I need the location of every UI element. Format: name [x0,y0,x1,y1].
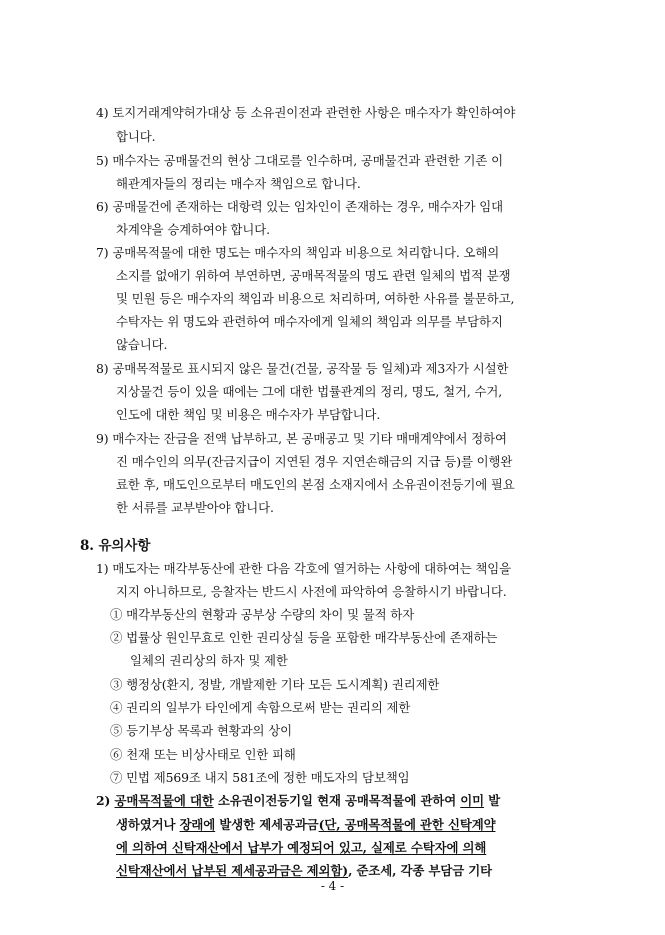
item-7-line-1: 7) 공매목적물에 대한 명도는 매수자의 책임과 비용으로 처리합니다. 오해의 [96,245,500,260]
item-7-line-2: 소지를 없애기 위하여 부연하면, 공매목적물의 명도 관련 일체의 법적 분쟁 [116,268,511,283]
notice-2-line-1-text [115,793,501,808]
subitem-6: ⑥ 천재 또는 비상사태로 인한 피해 [110,747,296,762]
section-heading: 8. 유의사항 [80,538,151,554]
item-8-line-3: 인도에 대한 책임 및 비용은 매수자가 부담합니다. [116,407,381,422]
item-6-line-1: 6) 공매물건에 존재하는 대항력 있는 임차인이 존재하는 경우, 매수자가 임대 [96,199,503,214]
item-7-line-4: 수탁자는 위 명도와 관련하여 매수자에게 일체의 책임과 의무를 부담하지 [116,314,503,329]
item-6-line-2: 차계약을 승계하여야 합니다. [116,222,270,237]
notice-2-seg: 소유권이전등기일 현재 공매목적물에 관하여 [213,793,461,808]
notice-2-seg: (단, 공매목적물에 관한 신탁계약 [318,817,496,832]
item-9-line-4: 한 서류를 교부받아야 합니다. [116,500,274,515]
notice-2-line-3 [116,840,486,856]
notice-2-seg: , 준조세, 각종 부담금 기타 [348,863,493,878]
item-8-line-2: 지상물건 등이 있을 때에는 그에 대한 법률관계의 정리, 명도, 철거, 수거, [116,384,503,399]
subitem-3: ③ 행정상(환지, 정발, 개발제한 기타 모든 도시계획) 권리제한 [110,677,440,692]
item-4-line-1: 4) 토지거래계약허가대상 등 소유권이전과 관련한 사항은 매수자가 확인하여야 [96,105,516,120]
notice-2-seg: 발생한 제세공과금 [215,817,319,832]
subitem-7: ⑦ 민법 제569조 내지 581조에 정한 매도자의 담보책임 [110,770,410,785]
item-5-line-1: 5) 매수자는 공매물건의 현상 그대로를 인수하며, 공매물건과 관련한 기존 이 [96,153,503,168]
item-8-line-1: 8) 공매목적물로 표시되지 않은 물건(건물, 공작물 등 일체)과 제3자가 시설한 [96,361,509,376]
subitem-2-line-2: 일체의 권리상의 하자 및 제한 [130,653,288,668]
notice-1-line-1: 1) 매도자는 매각부동산에 관한 다음 각호에 열거하는 사항에 대하여는 책임을 [96,561,512,576]
notice-2-seg: 신탁재산에서 납부된 제세공과금은 제외함) [116,863,349,878]
page-number: - 4 - [320,879,345,893]
notice-1-line-2: 지지 아니하므로, 응찰자는 반드시 사전에 파악하여 응찰하시기 바랍니다. [116,584,507,599]
item-9-line-3: 료한 후, 매도인으로부터 매도인의 본점 소재지에서 소유권이전등기에 필요 [116,477,515,492]
notice-2-seg: 공매목적물에 대한 [114,793,214,808]
notice-2-line-4 [116,863,492,879]
notice-2-line-2 [116,817,495,833]
item-4-line-2: 합니다. [116,129,156,144]
notice-2-seg: 에 의하여 신탁재산에서 납부가 예정되어 있고, 실제로 수탁자에 의해 [116,840,487,855]
notice-2-seg: 생하였거나 [116,817,180,832]
notice-2-line-1 [96,793,500,809]
item-7-line-3: 및 민원 등은 매수자의 책임과 비용으로 처리하며, 여하한 사유를 불문하고, [116,291,515,306]
notice-2-number: 2) [96,793,111,808]
subitem-4: ④ 권리의 일부가 타인에게 속함으로써 받는 권리의 제한 [110,700,411,715]
item-9-line-1: 9) 매수자는 잔금을 전액 납부하고, 본 공매공고 및 기타 매매계약에서 정하여 [96,431,507,446]
subitem-1: ① 매각부동산의 현황과 공부상 수량의 차이 및 물적 하자 [110,607,415,622]
notice-2-seg: 장래에 [179,817,216,832]
subitem-5: ⑤ 등기부상 목록과 현황과의 상이 [110,723,292,738]
subitem-2-line-1: ② 법률상 원인무효로 인한 권리상실 등을 포함한 매각부동산에 존재하는 [110,630,498,645]
notice-2-seg: 이미 [460,793,485,808]
item-9-line-2: 진 매수인의 의무(잔금지급이 지연된 경우 지연손해금의 지급 등)를 이행완 [116,454,513,469]
item-7-line-5: 않습니다. [116,337,168,352]
notice-2-seg: 발 [484,793,501,808]
item-5-line-2: 해관계자들의 정리는 매수자 책임으로 합니다. [116,176,361,191]
